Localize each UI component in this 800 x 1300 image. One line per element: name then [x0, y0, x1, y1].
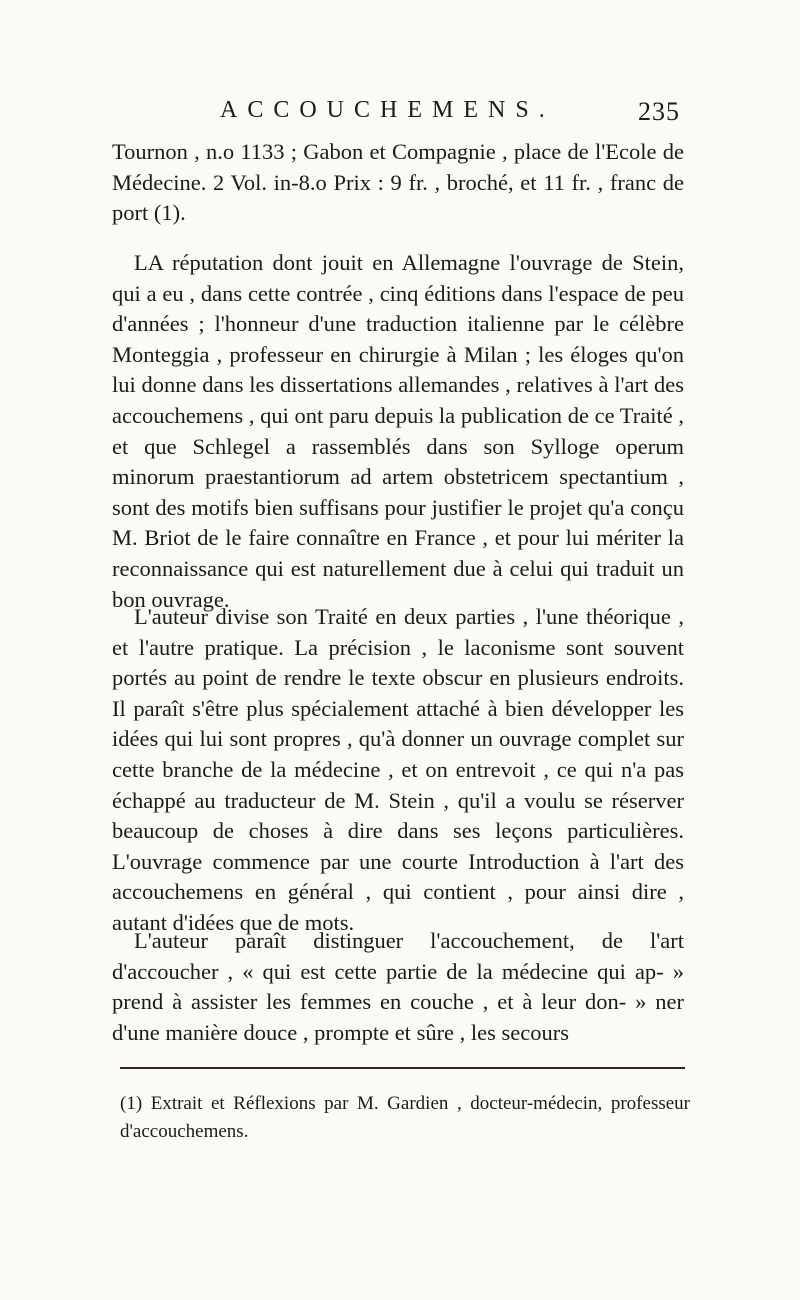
paragraph-publication: Tournon , n.o 1133 ; Gabon et Compagnie , place de l'Ecole de Médecine. 2 Vol. in-8.o Prix : 9 fr. , broché, et 11 fr. , franc de port (1). — [112, 139, 684, 226]
footnote-rule — [120, 1067, 685, 1069]
review-intro — [112, 248, 684, 615]
running-head-title: ACCOUCHEMENS. — [220, 97, 555, 123]
review-definition — [112, 926, 684, 1048]
running-head — [220, 97, 680, 131]
footnote: (1) Extrait et Réflexions par M. Gardien , docteur-médecin, professeur d'accouchemens. — [120, 1093, 690, 1142]
paragraph-author-divides: L'auteur divise son Traité en deux parties , l'une théorique , et l'autre pratique. La précision , le laconisme sont souvent portés au point de rendre le texte obscur en plusieurs endroits. Il paraît s'être plus spécialement attaché à bien développer les idées qui lui sont propres , qu'à donner un ouvrage complet sur cette branche de la médecine , et on entrevoit , ce qui n'a pas échappé au traducteur de M. Stein , qu'il a voulu se réserver beaucoup de choses à dire dans ses leçons particulières. L'ouvrage commence par une courte Introduction à l'art des accouchemens en général , qui contient , pour ainsi dire , autant d'idées que de mots. — [112, 604, 684, 935]
paragraph-author-distinguishes: L'auteur paraît distinguer l'accouchement, de l'art d'accoucher , « qui est cette partie de la médecine qui ap- » prend à assister les femmes en couche , et à leur don- » ner d'une manière douce , prompte et sûre , les secours — [112, 928, 684, 1045]
publication-details — [112, 137, 684, 229]
paragraph-reputation: LA réputation dont jouit en Allemagne l'ouvrage de Stein, qui a eu , dans cette contrée , cinq éditions dans l'espace de peu d'années ; l'honneur d'une traduction italienne par le célèbre Monteggia , professeur en chirurgie à Milan ; les éloges qu'on lui donne dans les dissertations allemandes , relatives à l'art des accouchemens , qui ont paru depuis la publication de ce Traité , et que Schlegel a rassemblés dans son Sylloge operum minorum praestantiorum ad artem obstetricem spectantium , sont des motifs bien suffisans pour justifier le projet qu'a conçu M. Briot de le faire connaître en France , et pour lui mériter la reconnaissance qui est naturellement due à celui qui traduit un bon ouvrage. — [112, 250, 684, 612]
review-structure — [112, 602, 684, 939]
page-number: 235 — [638, 97, 680, 126]
